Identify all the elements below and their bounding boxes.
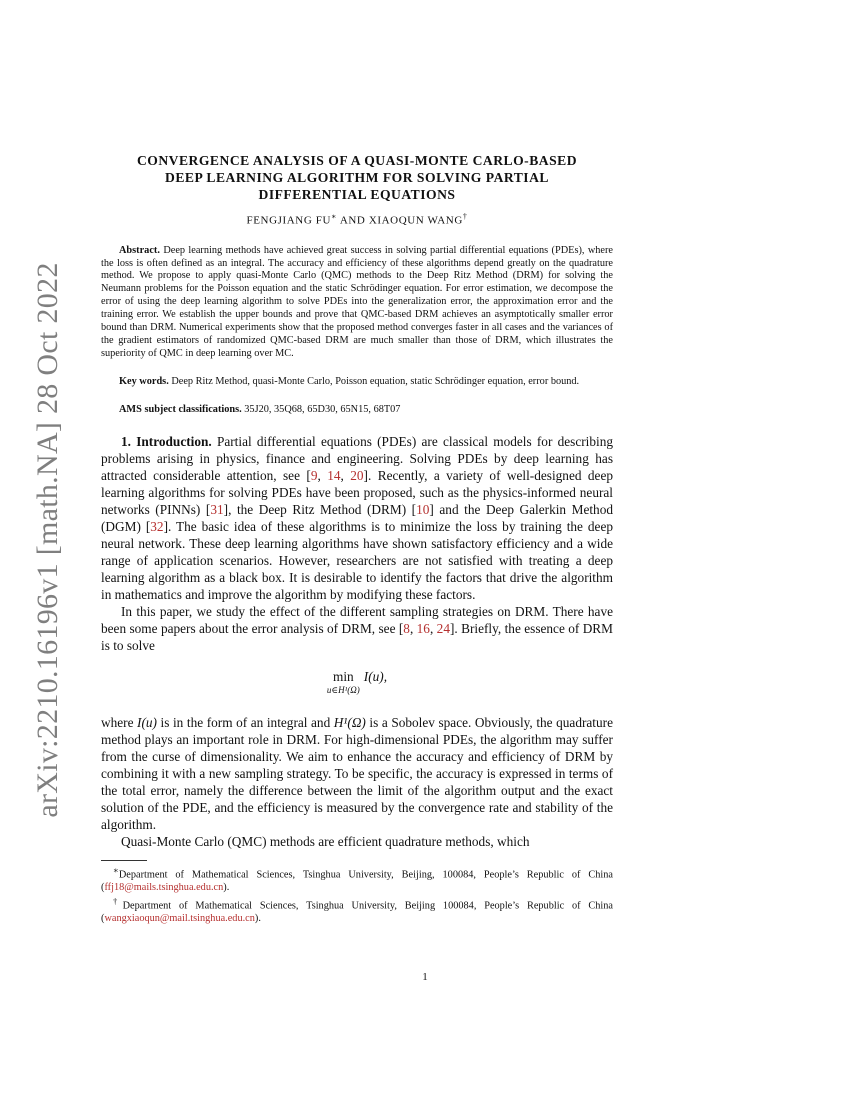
author-2-mark: † (462, 212, 468, 221)
abstract (101, 245, 613, 361)
section-introduction (101, 433, 613, 850)
citation-link[interactable]: 9 (310, 467, 318, 483)
citation-link[interactable]: 10 (416, 501, 430, 517)
title-line-1: CONVERGENCE ANALYSIS OF A QUASI-MONTE CARLO-BASED (136, 153, 578, 168)
citation-link[interactable]: 24 (436, 620, 450, 636)
section-heading (121, 434, 212, 449)
citation-link[interactable]: 20 (350, 467, 364, 483)
citation-link[interactable]: 31 (210, 501, 224, 517)
ams-classifications (101, 404, 613, 415)
footnote-divider (101, 860, 147, 861)
text-run: is in the form of an integral and (156, 714, 334, 730)
intro-paragraph-4: Quasi-Monte Carlo (QMC) methods are efficient quadrature methods, which (121, 833, 530, 849)
citation-link[interactable]: 14 (327, 467, 341, 483)
abstract-text: Deep learning methods have achieved great success in solving partial differential equations (PDEs), where the loss is often defined as an integral. The accuracy and efficiency of these algorithms depend greatly on the quadrature method. We propose to apply quasi-Monte Carlo (QMC) methods to the Deep Ritz Method (DRM) for solving the Neumann problems for the Poisson equation and the static Schrödinger equation. For error estimation, we decompose the error of using the deep learning algorithm to solve PDEs into the generalization error, the approximation error and the training error. We establish the upper bounds and prove that QMC-based DRM achieves an asymptotically smaller error bound than DRM. Numerical experiments show that the proposed method converges faster in all cases and the variances of the gradient estimators of randomized QMC-based DRM are much smaller than those of DRM, which illustrates the superiority of QMC in deep learning over MC. (101, 244, 614, 359)
intro-paragraph-2 (101, 603, 613, 654)
equation-expression: I(u), (363, 668, 388, 684)
title-line-3: DIFFERENTIAL EQUATIONS (258, 187, 456, 202)
email-link[interactable]: ffj18@mails.tsinghua.edu.cn (104, 882, 224, 894)
footnote-2 (101, 895, 613, 926)
intro-paragraph-3 (101, 714, 613, 833)
inline-math: H¹(Ω) (333, 714, 366, 730)
text-run: , (340, 467, 351, 483)
keywords-text: Deep Ritz Method, quasi-Monte Carlo, Poisson equation, static Schrödinger equation, error bound. (171, 375, 580, 387)
text-run: , (429, 620, 437, 636)
ams-text: 35J20, 35Q68, 65D30, 65N15, 68T07 (244, 403, 401, 415)
footnote-1 (101, 864, 613, 895)
footnote-end: ). (254, 913, 261, 925)
footnote-end: ). (223, 882, 230, 894)
arxiv-identifier-stamp: arXiv:2210.16196v1 [math.NA] 28 Oct 2022 (31, 262, 64, 818)
footnote-text: Department of Mathematical Sciences, Tsinghua University, Beijing 100084, People’s Republic of China ( (101, 900, 613, 925)
text-run: , (409, 620, 417, 636)
equation-min-text: min (333, 668, 354, 684)
footnote-mark: ∗ (113, 864, 119, 875)
author-conjunction: AND (339, 214, 366, 227)
keywords-label: Key words. (119, 375, 169, 387)
citation-link[interactable]: 16 (416, 620, 430, 636)
footnote-mark: † (113, 895, 123, 906)
author-1-mark: ∗ (331, 212, 338, 221)
citation-link[interactable]: 8 (403, 620, 410, 636)
intro-paragraph-1 (101, 433, 613, 603)
text-run: In this paper, we study the effect of the different sampling strategies on DRM. There have been some papers about the error analysis of DRM, see [ (101, 603, 613, 636)
citation-link[interactable]: 32 (150, 518, 164, 534)
text-run: ] and the Deep Galerkin Method (DGM) [ (101, 501, 613, 534)
ams-label: AMS subject classifications. (119, 403, 242, 415)
author-2: XIAOQUN WANG (368, 214, 463, 227)
equation-body (364, 668, 387, 685)
footnote-text: Department of Mathematical Sciences, Tsinghua University, Beijing, 100084, People’s Republic of China ( (101, 869, 613, 894)
title-line-2: DEEP LEARNING ALGORITHM FOR SOLVING PARTIAL (165, 170, 549, 185)
author-line (101, 212, 613, 227)
paper-title (101, 152, 613, 203)
text-run: where (101, 714, 138, 730)
inline-math: I(u) (137, 714, 157, 730)
author-1: FENGJIANG FU (246, 214, 332, 227)
abstract-label: Abstract. (119, 244, 160, 256)
section-number: 1. (121, 433, 131, 449)
page-number: 1 (422, 971, 428, 983)
text-run: is a Sobolev space. Obviously, the quadrature method plays an important role in DRM. For high-dimensional PDEs, the algorithm may suffer from the curse of dimensionality. We aim to enhance the accuracy and efficiency of DRM by combining it with a new sampling strategy. To be specific, the accuracy is expressed in terms of the total error, namely the difference between the limit of the algorithm output and the exact solution of the PDE, and the efficiency is measured by the convergence rate and stability of the algorithm. (101, 714, 613, 832)
keywords (101, 375, 613, 388)
section-title: Introduction. (136, 433, 212, 449)
equation-min-operator (327, 668, 360, 695)
text-run: ]. The basic idea of these algorithms is to minimize the loss by training the deep neural network. These deep learning algorithms have shown satisfactory efficiency and a wide range of application scenarios. However, researchers are not satisfied with treating a deep learning algorithm as a black box. It is desirable to identify the factors that drive the algorithm in mathematics and improve the algorithm by modifying these factors. (101, 518, 614, 602)
paper-page (101, 152, 613, 926)
equation-subscript: u∈H¹(Ω) (326, 684, 360, 695)
display-equation (101, 668, 613, 698)
text-run: ]. Briefly, the essence of DRM is to solve (101, 620, 613, 653)
text-run: , (317, 467, 328, 483)
email-link[interactable]: wangxiaoqun@mail.tsinghua.edu.cn (104, 913, 255, 925)
text-run: Partial differential equations (PDEs) are classical models for describing problems arising in physics, finance and engineering. Solving PDEs by deep learning has attracted considerable attention, see [ (101, 433, 614, 483)
text-run: ]. Recently, a variety of well-designed deep learning algorithms for solving PDEs have been proposed, such as the physics-informed neural networks (PINNs) [ (101, 467, 614, 517)
text-run: ], the Deep Ritz Method (DRM) [ (223, 501, 417, 517)
